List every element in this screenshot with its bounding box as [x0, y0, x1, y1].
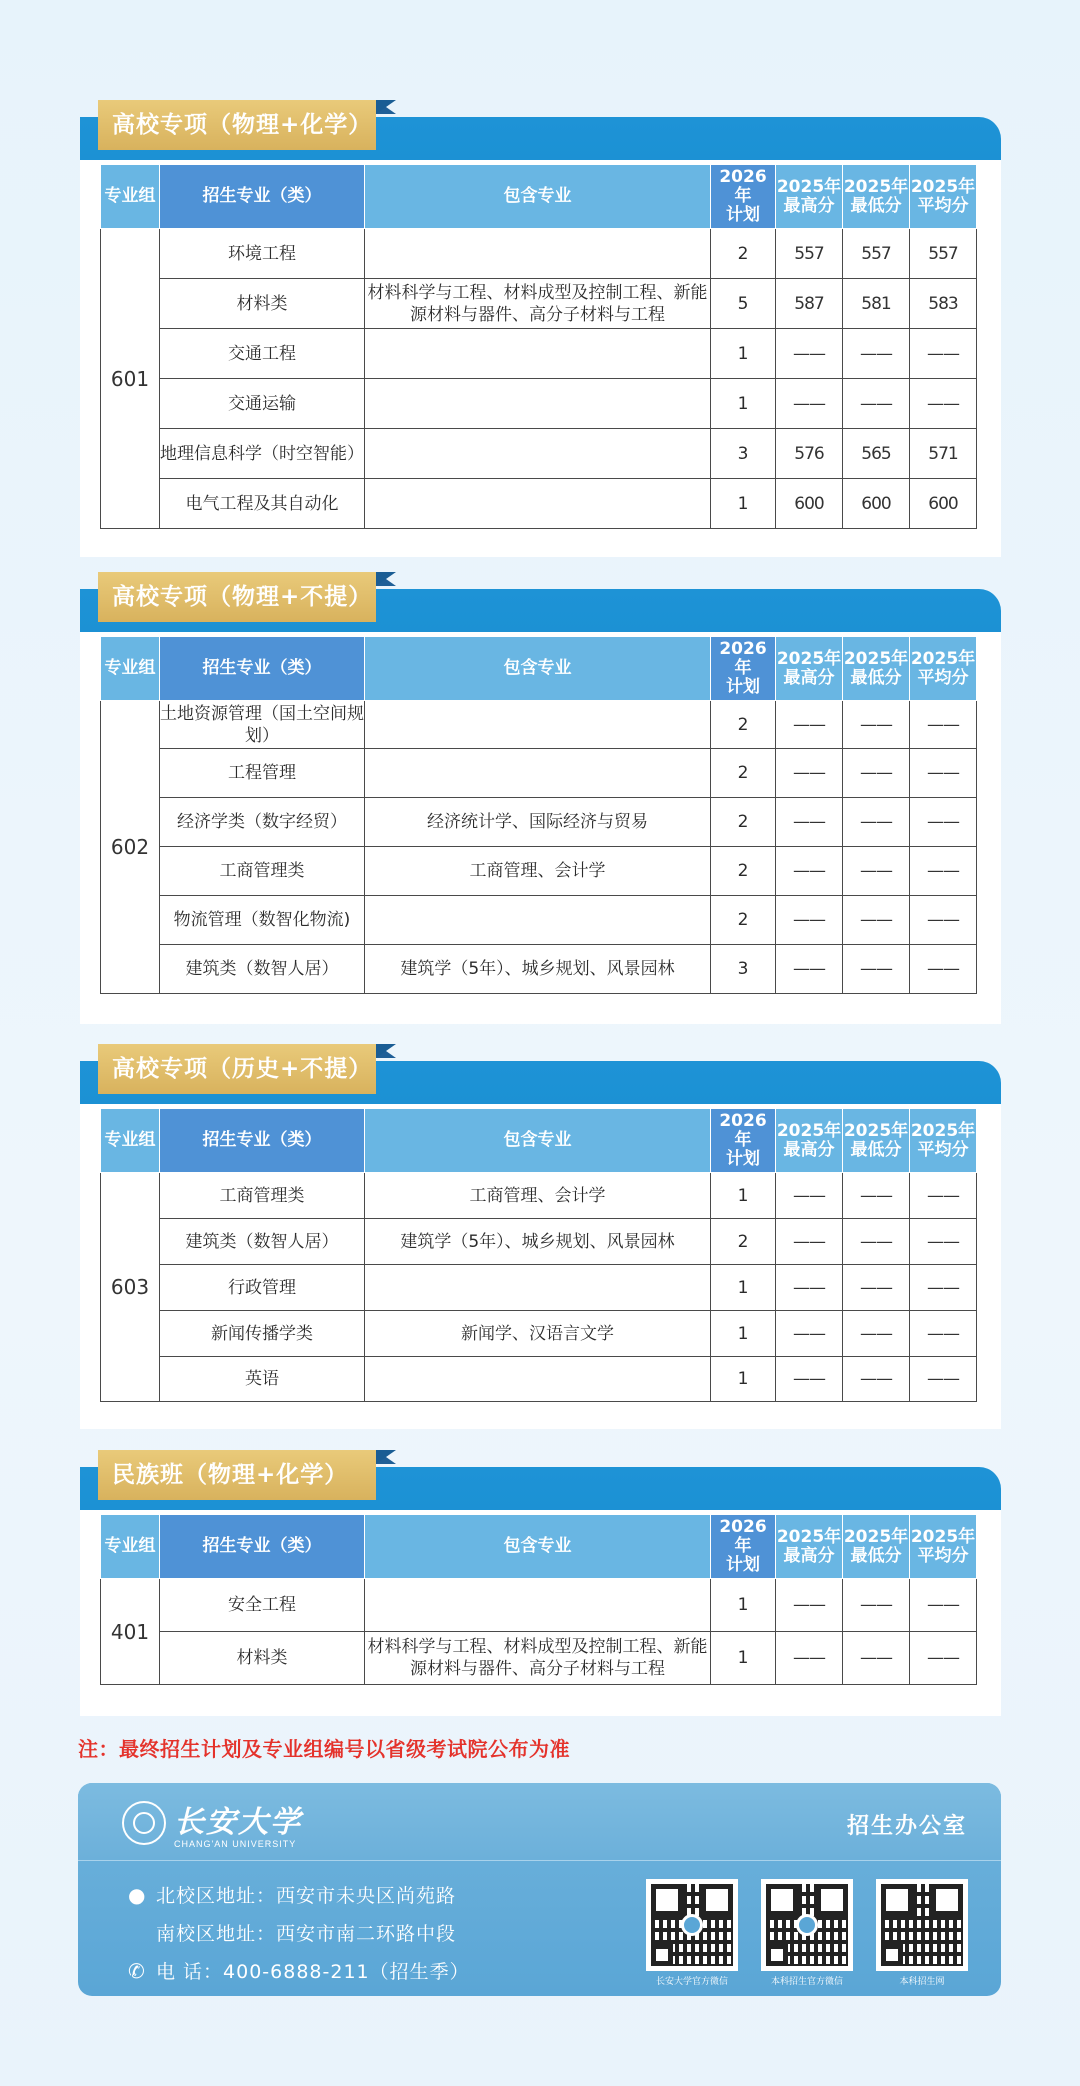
max-score: —— — [776, 329, 843, 379]
min-score: —— — [843, 1579, 910, 1632]
avg-score: —— — [910, 1632, 977, 1685]
location-pin-icon: ● — [128, 1882, 147, 1907]
major-name: 交通运输 — [160, 379, 365, 429]
table-row — [101, 798, 977, 847]
admission-table — [100, 1514, 977, 1685]
plan-count: 2 — [711, 1219, 776, 1265]
header-group: 专业组 — [101, 1109, 160, 1173]
disclaimer-note: 注：最终招生计划及专业组编号以省级考试院公布为准 — [78, 1737, 570, 1761]
max-score: —— — [776, 1357, 843, 1402]
plan-count: 1 — [711, 1173, 776, 1219]
header-plan: 2026年 计划 — [711, 165, 776, 229]
included-majors — [365, 1357, 711, 1402]
included-majors — [365, 479, 711, 529]
min-score: —— — [843, 1265, 910, 1311]
header-includes: 包含专业 — [365, 637, 711, 701]
admission-table — [100, 636, 977, 994]
header-group: 专业组 — [101, 1515, 160, 1579]
min-score: —— — [843, 701, 910, 749]
avg-score: —— — [910, 847, 977, 896]
included-majors: 工商管理、会计学 — [365, 847, 711, 896]
section-title: 高校专项（物理+化学） — [98, 100, 376, 150]
included-majors: 新闻学、汉语言文学 — [365, 1311, 711, 1357]
table-row — [101, 847, 977, 896]
major-name: 物流管理（数智化物流) — [160, 896, 365, 945]
section-physics-any — [80, 572, 1001, 1024]
table-row — [101, 1173, 977, 1219]
included-majors: 经济统计学、国际经济与贸易 — [365, 798, 711, 847]
min-score: 557 — [843, 229, 910, 279]
table-row — [101, 749, 977, 798]
avg-score: —— — [910, 749, 977, 798]
university-logo-sub: CHANG'AN UNIVERSITY — [174, 1839, 297, 1849]
plan-count: 2 — [711, 847, 776, 896]
avg-score: —— — [910, 701, 977, 749]
header-min: 2025年 最低分 — [843, 165, 910, 229]
table-row — [101, 896, 977, 945]
avg-score: —— — [910, 945, 977, 994]
section-title: 高校专项（物理+不提） — [98, 572, 376, 622]
avg-score: —— — [910, 329, 977, 379]
header-min: 2025年 最低分 — [843, 1515, 910, 1579]
plan-count: 1 — [711, 1632, 776, 1685]
min-score: —— — [843, 945, 910, 994]
max-score: —— — [776, 701, 843, 749]
included-majors — [365, 329, 711, 379]
major-name: 工商管理类 — [160, 1173, 365, 1219]
major-name: 新闻传播学类 — [160, 1311, 365, 1357]
table-row — [101, 1311, 977, 1357]
header-plan: 2026年 计划 — [711, 1109, 776, 1173]
plan-count: 3 — [711, 945, 776, 994]
min-score: 600 — [843, 479, 910, 529]
max-score: —— — [776, 749, 843, 798]
min-score: —— — [843, 798, 910, 847]
included-majors — [365, 1579, 711, 1632]
admission-table — [100, 1108, 977, 1402]
table-row — [101, 1265, 977, 1311]
max-score: —— — [776, 896, 843, 945]
plan-count: 2 — [711, 896, 776, 945]
table-row — [101, 429, 977, 479]
plan-count: 1 — [711, 1265, 776, 1311]
group-code: 401 — [101, 1579, 160, 1685]
qr-code-official-wechat[interactable] — [646, 1879, 738, 1971]
min-score: —— — [843, 1311, 910, 1357]
max-score: —— — [776, 379, 843, 429]
section-ethnic-class — [80, 1450, 1001, 1716]
header-includes: 包含专业 — [365, 1109, 711, 1173]
section-history-any — [80, 1044, 1001, 1429]
major-name: 环境工程 — [160, 229, 365, 279]
included-majors — [365, 229, 711, 279]
included-majors: 建筑学（5年）、城乡规划、风景园林 — [365, 945, 711, 994]
avg-score: —— — [910, 379, 977, 429]
included-majors — [365, 749, 711, 798]
major-name: 工商管理类 — [160, 847, 365, 896]
plan-count: 5 — [711, 279, 776, 329]
avg-score: —— — [910, 1311, 977, 1357]
max-score: —— — [776, 1311, 843, 1357]
major-name: 交通工程 — [160, 329, 365, 379]
avg-score: —— — [910, 1265, 977, 1311]
plan-count: 2 — [711, 701, 776, 749]
included-majors — [365, 1265, 711, 1311]
max-score: —— — [776, 1265, 843, 1311]
section-title: 民族班（物理+化学） — [98, 1450, 376, 1500]
table-header-row — [101, 165, 977, 229]
included-majors — [365, 379, 711, 429]
qr-caption: 本科招生网 — [899, 1976, 945, 1986]
table-row — [101, 229, 977, 279]
avg-score: 571 — [910, 429, 977, 479]
header-avg: 2025年 平均分 — [910, 1515, 977, 1579]
phone-line — [128, 1957, 470, 1984]
min-score: —— — [843, 1632, 910, 1685]
plan-count: 2 — [711, 798, 776, 847]
table-row — [101, 1357, 977, 1402]
included-majors — [365, 429, 711, 479]
min-score: —— — [843, 379, 910, 429]
max-score: 557 — [776, 229, 843, 279]
max-score: 576 — [776, 429, 843, 479]
major-name: 材料类 — [160, 1632, 365, 1685]
header-group: 专业组 — [101, 165, 160, 229]
avg-score: —— — [910, 1579, 977, 1632]
plan-count: 1 — [711, 329, 776, 379]
south-campus-address — [128, 1919, 456, 1946]
header-avg: 2025年 平均分 — [910, 1109, 977, 1173]
header-min: 2025年 最低分 — [843, 637, 910, 701]
major-name: 安全工程 — [160, 1579, 365, 1632]
major-name: 行政管理 — [160, 1265, 365, 1311]
qr-caption: 本科招生官方微信 — [770, 1976, 843, 1986]
plan-count: 1 — [711, 379, 776, 429]
included-majors: 材料科学与工程、材料成型及控制工程、新能源材料与器件、高分子材料与工程 — [365, 1632, 711, 1685]
major-name: 经济学类（数字经贸） — [160, 798, 365, 847]
header-includes: 包含专业 — [365, 165, 711, 229]
header-major: 招生专业（类） — [160, 637, 365, 701]
header-max: 2025年 最高分 — [776, 165, 843, 229]
header-major: 招生专业（类） — [160, 1515, 365, 1579]
table-header-row — [101, 637, 977, 701]
header-includes: 包含专业 — [365, 1515, 711, 1579]
avg-score: 600 — [910, 479, 977, 529]
max-score: —— — [776, 847, 843, 896]
major-name: 电气工程及其自动化 — [160, 479, 365, 529]
qr-code-admissions-site[interactable] — [876, 1879, 968, 1971]
phone-text: 电 话：400-6888-211（招生季） — [156, 1961, 470, 1983]
header-group: 专业组 — [101, 637, 160, 701]
min-score: —— — [843, 1219, 910, 1265]
included-majors: 工商管理、会计学 — [365, 1173, 711, 1219]
max-score: 587 — [776, 279, 843, 329]
header-major: 招生专业（类） — [160, 165, 365, 229]
admissions-office-label: 招生办公室 — [846, 1814, 967, 1839]
group-code: 601 — [101, 229, 160, 529]
plan-count: 2 — [711, 749, 776, 798]
major-name: 材料类 — [160, 279, 365, 329]
group-code: 602 — [101, 701, 160, 994]
header-min: 2025年 最低分 — [843, 1109, 910, 1173]
qr-code-admissions-wechat[interactable] — [761, 1879, 853, 1971]
north-campus-address — [128, 1881, 456, 1908]
header-max: 2025年 最高分 — [776, 637, 843, 701]
header-max: 2025年 最高分 — [776, 1515, 843, 1579]
major-name: 工程管理 — [160, 749, 365, 798]
table-row — [101, 945, 977, 994]
avg-score: —— — [910, 896, 977, 945]
avg-score: —— — [910, 1357, 977, 1402]
admission-table — [100, 164, 977, 529]
table-row — [101, 329, 977, 379]
max-score: —— — [776, 798, 843, 847]
phone-icon: ✆ — [128, 1958, 146, 1983]
table-row — [101, 1219, 977, 1265]
min-score: —— — [843, 749, 910, 798]
header-major: 招生专业（类） — [160, 1109, 365, 1173]
included-majors: 建筑学（5年）、城乡规划、风景园林 — [365, 1219, 711, 1265]
university-logo: 长安大学 — [174, 1805, 302, 1840]
table-row — [101, 701, 977, 749]
min-score: —— — [843, 896, 910, 945]
table-header-row — [101, 1109, 977, 1173]
min-score: 565 — [843, 429, 910, 479]
plan-count: 1 — [711, 1357, 776, 1402]
min-score: —— — [843, 1173, 910, 1219]
avg-score: —— — [910, 798, 977, 847]
plan-count: 2 — [711, 229, 776, 279]
south-campus-text: 南校区地址：西安市南二环路中段 — [156, 1923, 457, 1945]
plan-count: 1 — [711, 1311, 776, 1357]
max-score: —— — [776, 1219, 843, 1265]
table-header-row — [101, 1515, 977, 1579]
section-title: 高校专项（历史+不提） — [98, 1044, 376, 1094]
max-score: —— — [776, 945, 843, 994]
max-score: 600 — [776, 479, 843, 529]
major-name: 地理信息科学（时空智能） — [160, 429, 365, 479]
major-name: 英语 — [160, 1357, 365, 1402]
included-majors: 材料科学与工程、材料成型及控制工程、新能源材料与器件、高分子材料与工程 — [365, 279, 711, 329]
table-row — [101, 1632, 977, 1685]
contact-footer — [78, 1783, 1001, 1996]
plan-count: 1 — [711, 479, 776, 529]
min-score: —— — [843, 329, 910, 379]
group-code: 603 — [101, 1173, 160, 1402]
avg-score: —— — [910, 1173, 977, 1219]
header-plan: 2026年 计划 — [711, 637, 776, 701]
header-avg: 2025年 平均分 — [910, 637, 977, 701]
included-majors — [365, 701, 711, 749]
section-physics-chemistry — [80, 100, 1001, 557]
header-plan: 2026年 计划 — [711, 1515, 776, 1579]
table-row — [101, 279, 977, 329]
avg-score: —— — [910, 1219, 977, 1265]
plan-count: 3 — [711, 429, 776, 479]
qr-caption: 长安大学官方微信 — [655, 1976, 728, 1986]
max-score: —— — [776, 1173, 843, 1219]
header-max: 2025年 最高分 — [776, 1109, 843, 1173]
avg-score: 583 — [910, 279, 977, 329]
table-row — [101, 1579, 977, 1632]
table-row — [101, 379, 977, 429]
major-name: 建筑类（数智人居） — [160, 1219, 365, 1265]
max-score: —— — [776, 1579, 843, 1632]
table-row — [101, 479, 977, 529]
min-score: 581 — [843, 279, 910, 329]
major-name: 土地资源管理（国土空间规划） — [160, 701, 365, 749]
header-avg: 2025年 平均分 — [910, 165, 977, 229]
min-score: —— — [843, 847, 910, 896]
plan-count: 1 — [711, 1579, 776, 1632]
avg-score: 557 — [910, 229, 977, 279]
university-seal-icon — [122, 1801, 166, 1845]
north-campus-text: 北校区地址：西安市未央区尚苑路 — [156, 1885, 457, 1907]
major-name: 建筑类（数智人居） — [160, 945, 365, 994]
included-majors — [365, 896, 711, 945]
min-score: —— — [843, 1357, 910, 1402]
max-score: —— — [776, 1632, 843, 1685]
